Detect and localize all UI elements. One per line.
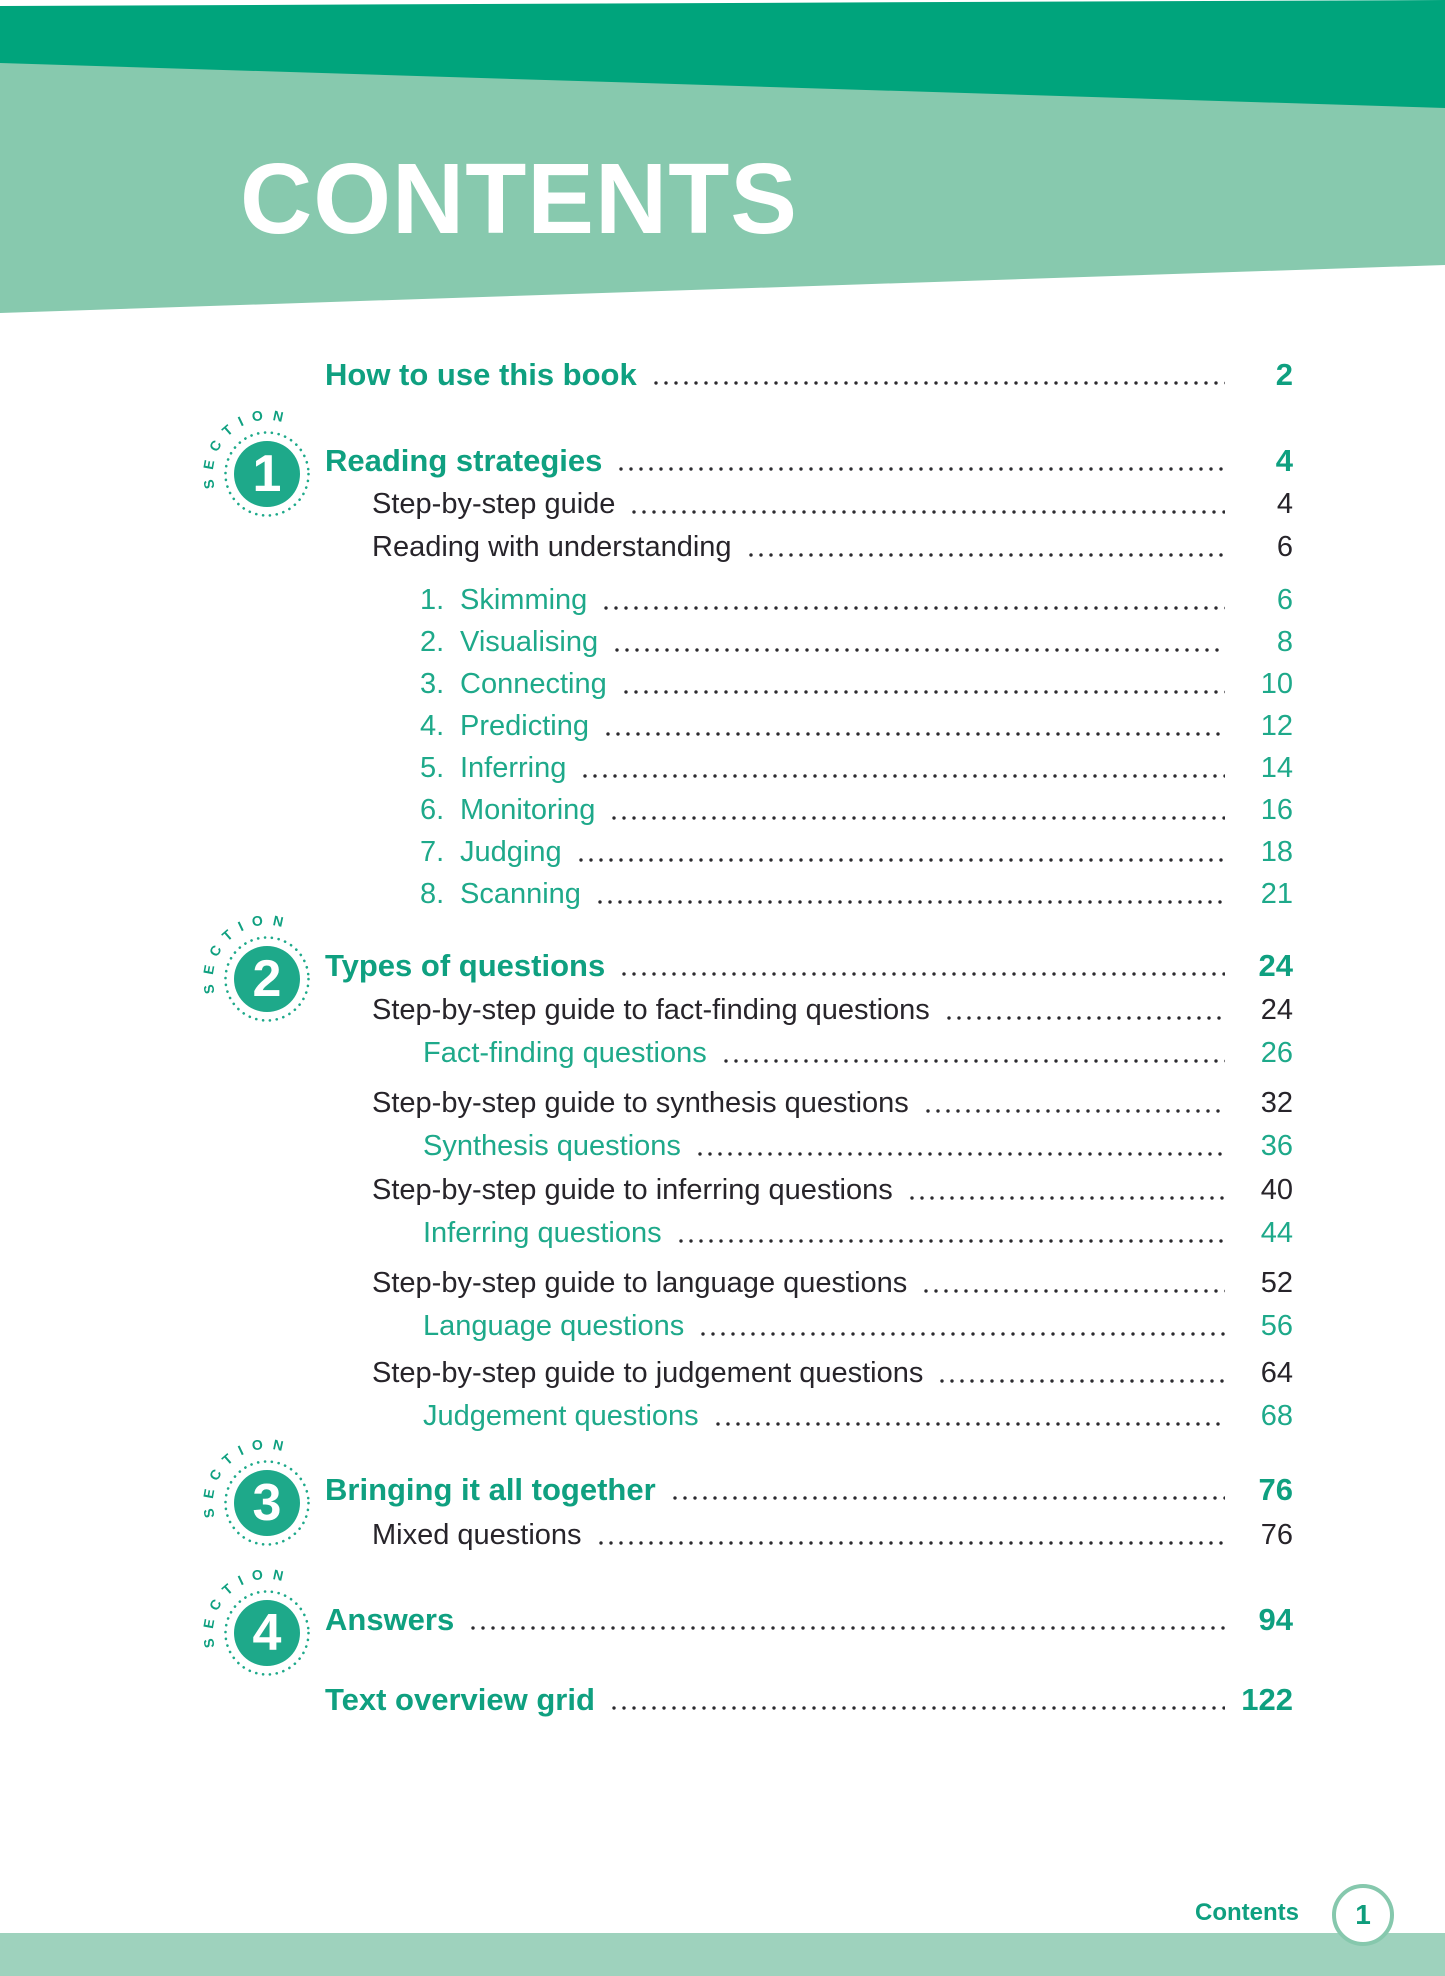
section-badge-3 [197,1430,337,1570]
dot-leader [944,1014,1225,1023]
section-badge-2 [197,906,337,1046]
toc-row [423,1124,1293,1168]
toc-entry-label: Connecting [460,668,607,700]
toc-row [420,872,1293,916]
toc-entry-number: 3. [420,668,445,700]
toc-row [372,1081,1293,1125]
toc-entry-label: Step-by-step guide to inferring questions [372,1174,893,1206]
footer-page-circle [1332,1884,1394,1946]
toc-entry-page: 68 [1260,1400,1293,1432]
toc-entry-page: 76 [1258,1472,1293,1507]
toc-entry-page: 52 [1260,1267,1293,1299]
toc-entry-page: 4 [1275,443,1293,478]
section-badge-number: 2 [252,950,282,1008]
toc-entry-page: 16 [1260,794,1293,826]
dot-leader [746,551,1225,560]
toc-entry-page: 40 [1260,1174,1293,1206]
toc-row [372,1261,1293,1305]
toc-entry-label: Reading with understanding [372,531,732,563]
toc-entry-page: 12 [1260,710,1293,742]
toc-entry-label: Step-by-step guide to language questions [372,1267,908,1299]
toc-entry-page: 10 [1260,668,1293,700]
toc-row [423,1031,1293,1075]
toc-entry-page: 2 [1275,357,1293,392]
toc-entry-page: 18 [1260,836,1293,868]
toc-entry-page: 56 [1260,1310,1293,1342]
dot-leader [609,1704,1225,1713]
dot-leader [695,1150,1225,1159]
toc-entry-label: Step-by-step guide to synthesis questions [372,1087,909,1119]
section-badge-word: SECTION [199,911,287,996]
section-badge-word: SECTION [199,1435,287,1520]
toc-entry-label: Answers [325,1602,455,1637]
dot-leader [713,1420,1225,1429]
dot-leader [670,1494,1225,1503]
toc-entry-page: 32 [1260,1087,1293,1119]
toc-entry-number: 8. [420,878,445,910]
toc-entry-label: Step-by-step guide to fact-finding questions [372,994,930,1026]
toc-row [325,1598,1293,1642]
toc-row [325,944,1293,988]
toc-row [372,1168,1293,1212]
toc-entry-label: Fact-finding questions [423,1037,707,1069]
dot-leader [580,772,1225,781]
toc-row [325,353,1293,397]
toc-row [372,482,1293,526]
toc-row [420,662,1293,706]
toc-row [423,1394,1293,1438]
toc-entry-label: Monitoring [460,794,596,826]
toc-row [372,988,1293,1032]
dot-leader [619,970,1225,979]
toc-entry-number: 4. [420,710,445,742]
toc-entry-page: 6 [1276,584,1293,616]
section-badge-number: 1 [252,445,282,503]
toc-entry-label: Mixed questions [372,1519,582,1551]
toc-row [423,1304,1293,1348]
section-badge-word: SECTION [199,406,287,491]
toc-entry-number: 7. [420,836,445,868]
dot-leader [468,1624,1225,1633]
dot-leader [676,1237,1225,1246]
toc-row [420,578,1293,622]
dot-leader [621,688,1225,697]
page-title: CONTENTS [240,143,798,255]
toc-entry-label: Scanning [460,878,581,910]
dot-leader [923,1107,1225,1116]
toc-entry-label: Types of questions [325,948,606,983]
toc-row [420,746,1293,790]
toc-entry-label: Visualising [460,626,599,658]
toc-row [420,620,1293,664]
toc-entry-page: 21 [1260,878,1293,910]
toc-entry-label: Judging [460,836,562,868]
footer-page-number: 1 [1355,1899,1371,1930]
dot-leader [721,1057,1225,1066]
toc-entry-page: 6 [1276,531,1293,563]
toc-entry-page: 64 [1260,1357,1293,1389]
footer-label: Contents [1195,1899,1299,1926]
toc-row [372,525,1293,569]
dot-leader [612,646,1225,655]
toc-entry-label: Skimming [460,584,588,616]
dot-leader [609,814,1225,823]
dot-leader [937,1377,1225,1386]
section-badge-number: 3 [252,1474,282,1532]
toc-entry-page: 14 [1260,752,1293,784]
toc-entry-label: Reading strategies [325,443,603,478]
toc-row [372,1351,1293,1395]
toc-entry-page: 44 [1260,1217,1293,1249]
toc-row [420,788,1293,832]
dot-leader [576,856,1225,865]
toc-entry-label: Synthesis questions [423,1130,681,1162]
toc-entry-page: 26 [1260,1037,1293,1069]
toc-entry-label: Bringing it all together [325,1472,656,1507]
toc-row [423,1211,1293,1255]
section-badge-4 [197,1560,337,1700]
dot-leader [616,465,1225,474]
section-badge-word: SECTION [199,1565,287,1650]
toc-entry-label: Predicting [460,710,589,742]
toc-entry-page: 4 [1276,488,1293,520]
dot-leader [651,379,1225,388]
dot-leader [601,604,1225,613]
toc-entry-page: 24 [1260,994,1293,1026]
toc-row [372,1513,1293,1557]
toc-entry-label: Step-by-step guide [372,488,616,520]
section-badge-number: 4 [252,1604,282,1662]
toc-entry-page: 8 [1276,626,1293,658]
dot-leader [595,898,1225,907]
dot-leader [907,1194,1225,1203]
section-badge-1 [197,401,337,541]
dot-leader [596,1539,1225,1548]
dot-leader [603,730,1225,739]
toc-entry-number: 2. [420,626,445,658]
toc-entry-number: 5. [420,752,445,784]
toc-entry-page: 76 [1260,1519,1293,1551]
toc-row [420,830,1293,874]
toc-entry-page: 94 [1258,1602,1293,1637]
dot-leader [921,1287,1225,1296]
toc-row [420,704,1293,748]
toc-row [325,1468,1293,1512]
toc-entry-page: 36 [1260,1130,1293,1162]
toc-row [325,1678,1293,1722]
toc-entry-page: 24 [1258,948,1293,983]
dot-leader [698,1330,1225,1339]
toc-entry-label: Inferring questions [423,1217,662,1249]
toc-row [325,439,1293,483]
toc-entry-number: 6. [420,794,445,826]
toc-entry-page: 122 [1241,1682,1293,1717]
toc-entry-label: Step-by-step guide to judgement questions [372,1357,924,1389]
toc-entry-label: Inferring [460,752,567,784]
toc-entry-label: How to use this book [325,357,637,392]
toc-entry-label: Text overview grid [325,1682,595,1717]
dot-leader [629,508,1225,517]
bottom-bar [0,1933,1445,1976]
toc-entry-label: Language questions [423,1310,685,1342]
toc-entry-label: Judgement questions [423,1400,699,1432]
toc-entry-number: 1. [420,584,445,616]
